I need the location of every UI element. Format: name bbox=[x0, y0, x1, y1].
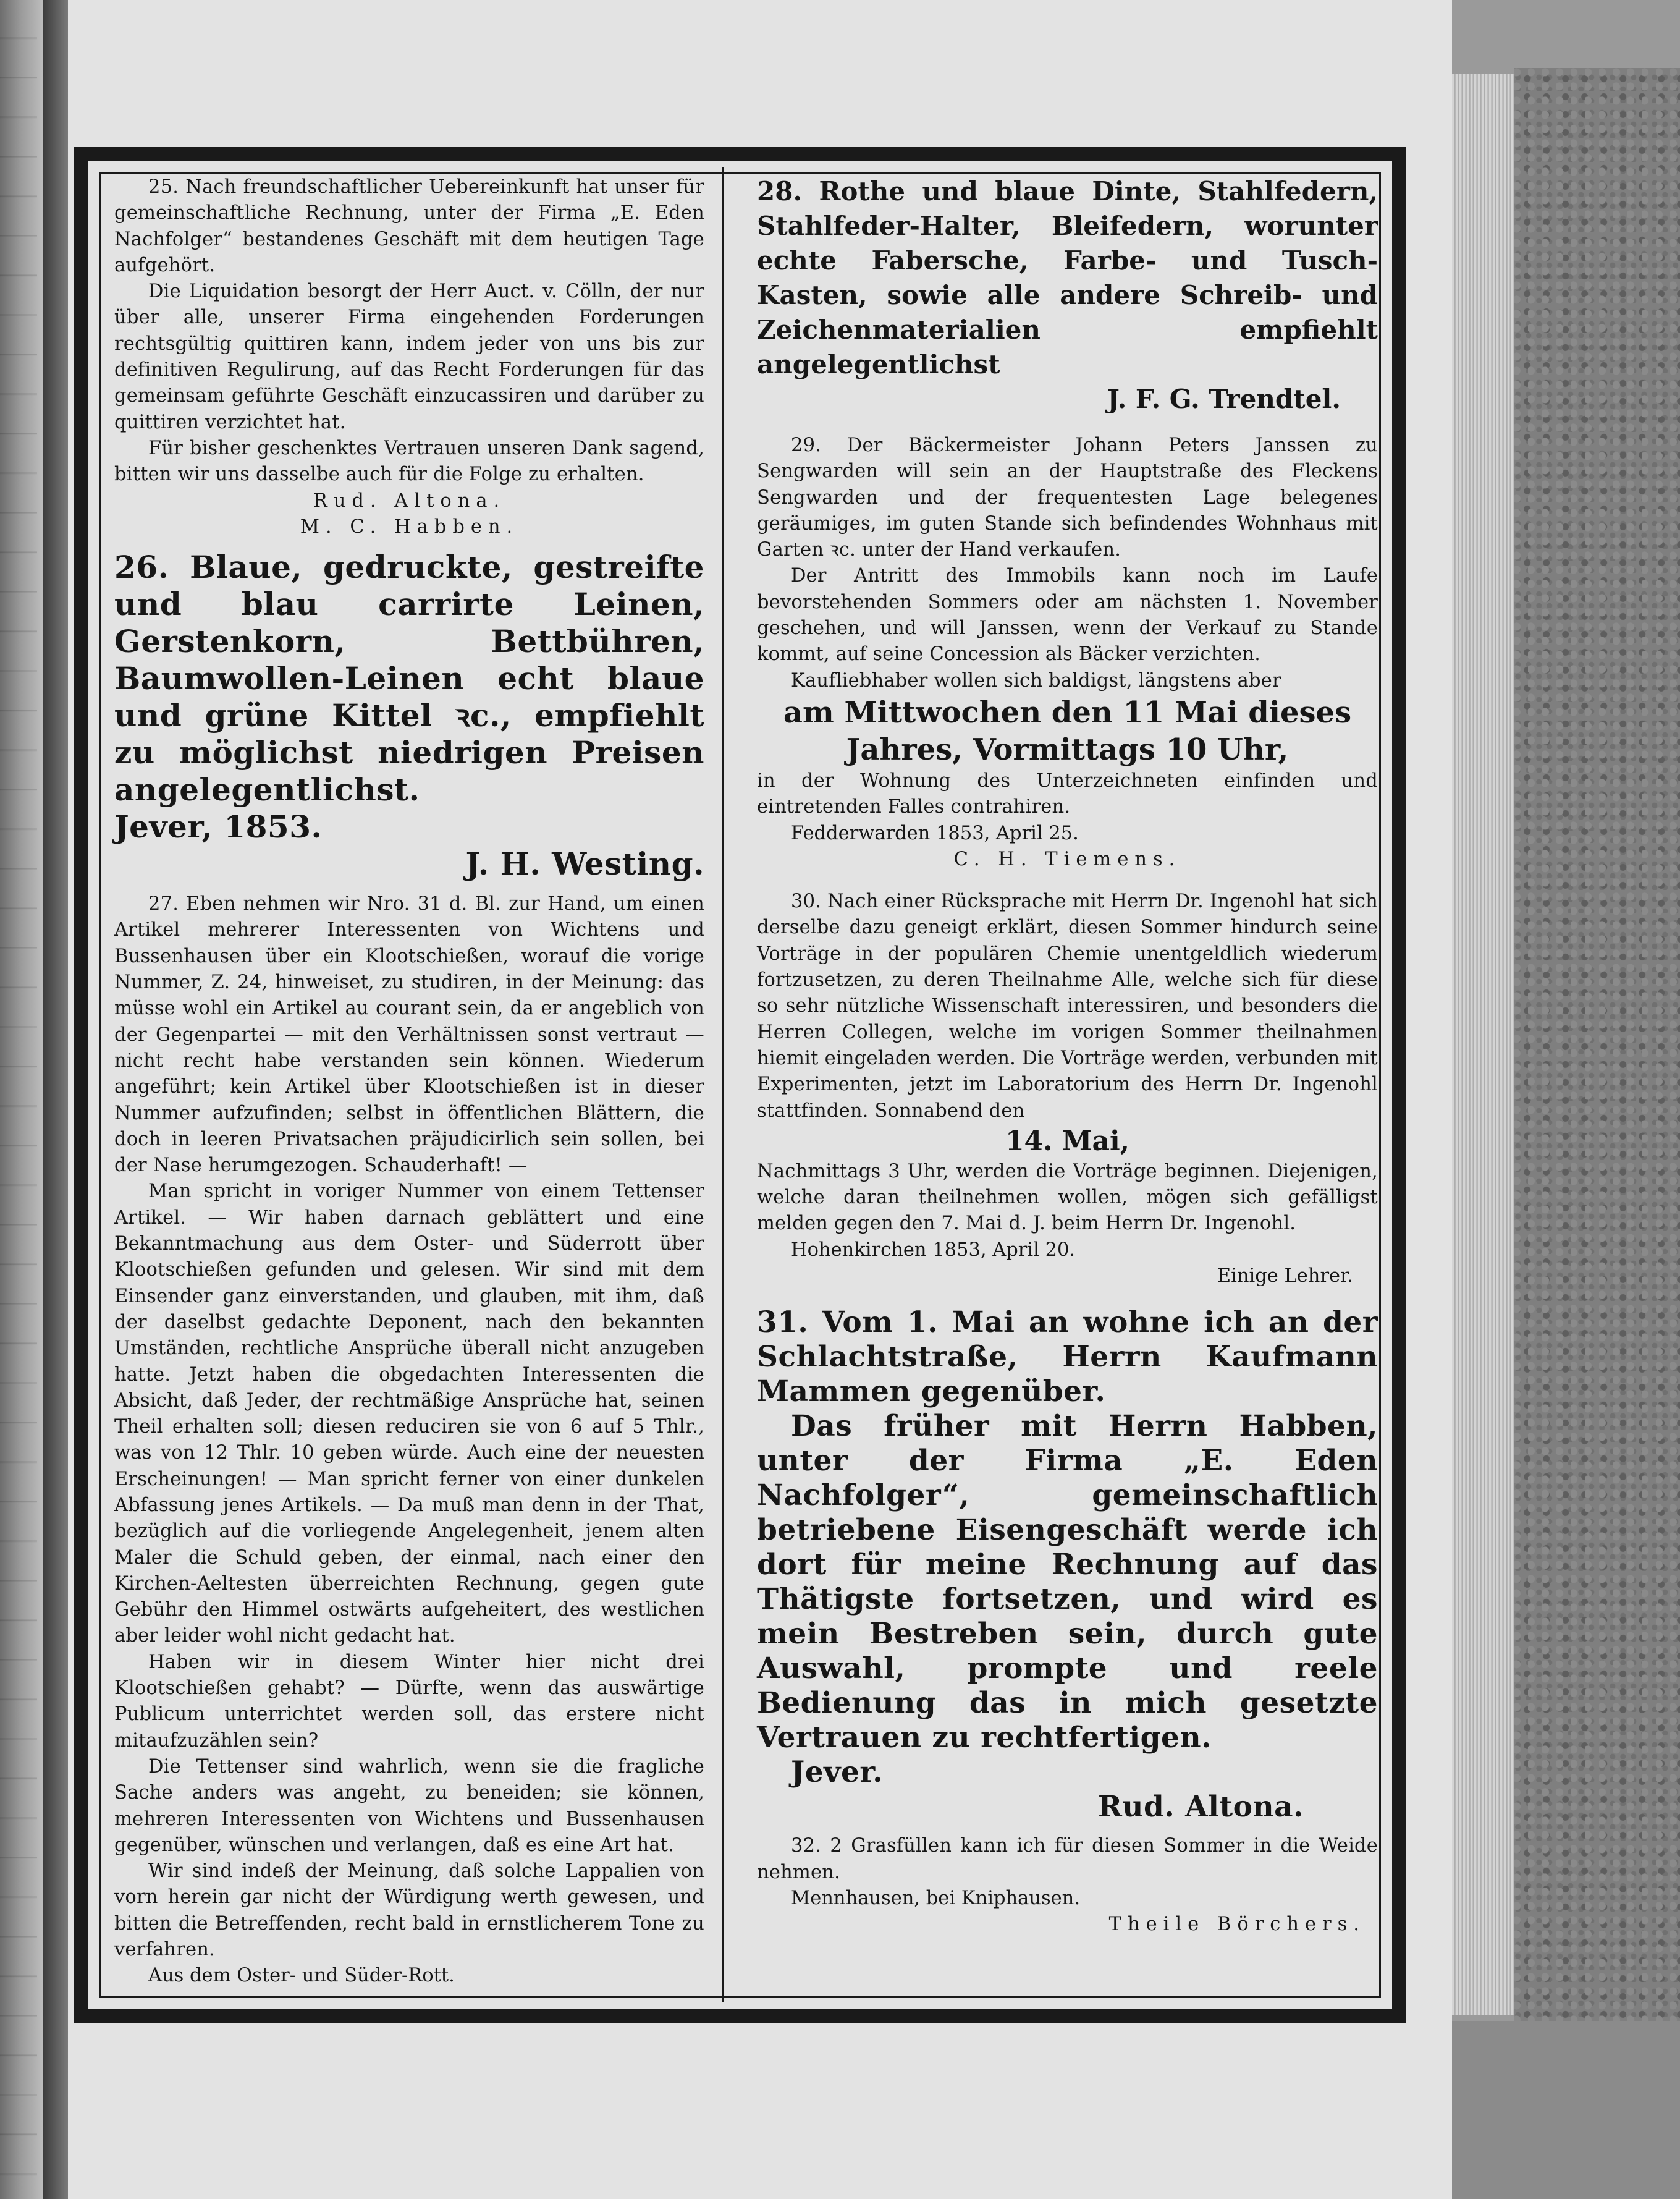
ad-27-signature: Aus dem Oster- und Süder-Rott. bbox=[148, 1965, 455, 1987]
left-column bbox=[114, 174, 704, 1989]
ad-29-paragraph-3: Kaufliebhaber wollen sich baldigst, längstens aber bbox=[791, 669, 1281, 692]
ad-27-paragraph-3: Haben wir in diesem Winter hier nicht drei Klootschießen gehabt? — Dürfte, wenn das auswärtige Publicum unterrichtet werden soll, das erstere nicht mitaufzuzählen sein? bbox=[114, 1651, 704, 1752]
ad-29-date-line: am Mittwochen den 11 Mai dieses Jahres, Vormittags 10 Uhr, bbox=[783, 695, 1352, 767]
marbled-cover bbox=[1514, 68, 1680, 2021]
ad-27-paragraph-4: Die Tettenser sind wahrlich, wenn sie die fragliche Sache anders was angeht, zu beneiden; sie können, mehreren Interessenten von Wichtens und Bussenhausen gegenüber, wünschen und verlangen, daß es eine Art hat. bbox=[114, 1755, 704, 1856]
page-stack-edge bbox=[1452, 74, 1514, 2015]
ad-28-signature: J. F. G. Trendtel. bbox=[1107, 384, 1341, 414]
ad-31-signature: Rud. Altona. bbox=[1097, 1790, 1304, 1824]
cover-bottom bbox=[1452, 2021, 1680, 2199]
ad-29-paragraph-2: Der Antritt des Immobils kann noch im Laufe bevorstehenden Sommers oder am nächsten 1. November geschehen, und will Janssen, wenn der Verkauf zu Stande kommt, auf seine Concession als Bäcker verzichten. bbox=[757, 565, 1378, 666]
ad-26-signature: J. H. Westing. bbox=[465, 845, 704, 883]
ad-29-signature: C. H. Tiemens. bbox=[953, 848, 1181, 870]
right-column bbox=[757, 174, 1378, 1938]
ad-30-after: Nachmittags 3 Uhr, werden die Vorträge beginnen. Diejenigen, welche daran theilnehmen wollen, mögen sich gefälligst melden gegen den 7. Mai d. J. beim Herrn Dr. Ingenohl. bbox=[757, 1160, 1378, 1235]
ad-32 bbox=[757, 1833, 1378, 1938]
ad-26-place: Jever, 1853. bbox=[114, 808, 323, 845]
ad-29-place: Fedderwarden 1853, April 25. bbox=[791, 822, 1079, 844]
ad-31-place: Jever. bbox=[791, 1755, 884, 1790]
ad-25-signature-2: M. C. Habben. bbox=[300, 515, 519, 538]
ad-26-text: 26. Blaue, gedruckte, gestreifte und blau carrirte Leinen, Gerstenkorn, Bettbühren, Baumwollen-Leinen echt blaue und grüne Kittel ꝛc., empfiehlt zu möglichst niedrigen Preisen angelegentlichst. bbox=[114, 549, 704, 808]
ad-28-text: 28. Rothe und blaue Dinte, Stahlfedern, Stahlfeder-Halter, Bleifedern, worunter echte Fabersche, Farbe- und Tusch-Kasten, sowie alle andere Schreib- und Zeichenmaterialien empfiehlt angelegentlichst bbox=[757, 176, 1378, 379]
left-page-shadow bbox=[0, 0, 37, 2199]
ad-32-place: Mennhausen, bei Kniphausen. bbox=[791, 1887, 1081, 1909]
ad-27-paragraph-1: 27. Eben nehmen wir Nro. 31 d. Bl. zur Hand, um einen Artikel mehrerer Interessenten von Wichtens und Bussenhausen über ein Klootschießen, worauf die vorige Nummer, Z. 24, hinweiset, zu studiren, in der Meinung: das müsse wohl ein Artikel au courant sein, da er angeblich von der Gegenpartei — mit den Verhältnissen sonst vertraut — nicht recht habe verstanden sein können. Wiederum angeführt; kein Artikel über Klootschießen ist in dieser Nummer aufzufinden; selbst in öffentlichen Blättern, die doch in leeren Privatsachen präjudicirlich sein sollen, bei der Nase herumgezogen. Schauderhaft! — bbox=[114, 893, 704, 1177]
ad-30-date: 14. Mai, bbox=[1005, 1125, 1130, 1157]
column-divider bbox=[722, 167, 724, 2002]
book-gutter bbox=[43, 0, 68, 2199]
ad-31-text-2: Das früher mit Herrn Habben, unter der Firma „E. Eden Nachfolger“, gemeinschaftlich betriebene Eisengeschäft werde ich dort für meine Rechnung auf das Thätigste fortsetzen, und wird es mein Bestreben sein, durch gute Auswahl, prompte und reele Bedienung das in mich gesetzte Vertrauen zu rechtfertigen. bbox=[757, 1409, 1378, 1755]
ad-27 bbox=[114, 891, 704, 1989]
ad-30 bbox=[757, 889, 1378, 1289]
ad-25-paragraph-2: Die Liquidation besorgt der Herr Auct. v. Cölln, der nur über alle, unserer Firma eingehenden Forderungen rechtsgültig quittiren kann, indem jeder von uns bis zur definitiven Regulirung, auf das Recht Forderungen für das gemeinsam geführte Geschäft einzucassiren und darüber zu quittiren verzichtet hat. bbox=[114, 281, 704, 433]
ad-29-after: in der Wohnung des Unterzeichneten einfinden und eintretenden Falles contrahiren. bbox=[757, 769, 1378, 818]
ad-30-signature: Einige Lehrer. bbox=[1217, 1265, 1353, 1287]
ad-26 bbox=[114, 549, 704, 883]
ad-29 bbox=[757, 433, 1378, 873]
ad-25 bbox=[114, 174, 704, 540]
ad-29-paragraph-1: 29. Der Bäckermeister Johann Peters Janssen zu Sengwarden will sein an der Hauptstraße des Fleckens Sengwarden und der frequentesten Lage belegenes geräumiges, im guten Stande sich befindendes Wohnhaus mit Garten ꝛc. unter der Hand verkaufen. bbox=[757, 434, 1378, 561]
ad-25-signature-1: Rud. Altona. bbox=[313, 489, 506, 512]
ad-27-paragraph-5: Wir sind indeß der Meinung, daß solche Lappalien von vorn herein gar nicht der Würdigung werth gewesen, und bitten die Betreffenden, recht bald in ernstlicherem Tone zu verfahren. bbox=[114, 1860, 704, 1961]
ad-31 bbox=[757, 1305, 1378, 1824]
ad-28 bbox=[757, 174, 1378, 417]
ad-31-text-1: 31. Vom 1. Mai an wohne ich an der Schlachtstraße, Herrn Kaufmann Mammen gegenüber. bbox=[757, 1305, 1378, 1409]
ad-25-paragraph-3: Für bisher geschenktes Vertrauen unseren Dank sagend, bitten wir uns dasselbe auch für die Folge zu erhalten. bbox=[114, 437, 704, 486]
ad-32-text: 32. 2 Grasfüllen kann ich für diesen Sommer in die Weide nehmen. bbox=[757, 1835, 1378, 1883]
ad-27-paragraph-2: Man spricht in voriger Nummer von einem Tettenser Artikel. — Wir haben darnach geblättert und eine Bekanntmachung aus dem Oster- und Süderrott über Klootschießen gefunden und gelesen. Wir sind mit dem Einsender ganz einverstanden, und glauben, mit ihm, daß der daselbst gedachte Deponent, nach den bekannten Umständen, rechtliche Ansprüche überall nicht anzugeben hatte. Jetzt haben die obgedachten Interessenten die Absicht, daß Jeder, der rechtmäßige Ansprüche hat, seinen Theil erhalten soll; diesen reduciren sie von 6 auf 5 Thlr., was von 12 Thlr. 10 geben würde. Auch eine der neuesten Erscheinungen! — Man spricht ferner von einer dunkelen Abfassung jenes Artikels. — Da muß man denn in der That, bezüglich auf die vorliegende Angelegenheit, jenem alten Maler die Schuld geben, der einmal, nach einer den Kirchen-Aeltesten überreichten Rechnung, gegen gute Gebühr den Himmel ostwärts aufgeheitert, des westlichen aber leider wohl nicht gedacht hat. bbox=[114, 1180, 704, 1647]
ad-30-place: Hohenkirchen 1853, April 20. bbox=[791, 1239, 1076, 1261]
ad-32-signature: Theile Börchers. bbox=[1108, 1913, 1366, 1936]
ad-25-paragraph-1: 25. Nach freundschaftlicher Uebereinkunft hat unser für gemeinschaftliche Rechnung, unter der Firma „E. Eden Nachfolger“ bestandenes Geschäft mit dem heutigen Tage aufgehört. bbox=[114, 176, 704, 276]
ad-30-paragraph: 30. Nach einer Rücksprache mit Herrn Dr. Ingenohl hat sich derselbe dazu geneigt erklärt, diesen Sommer hindurch seine Vorträge in der populären Chemie unentgeldlich wiederum fortzusetzen, zu deren Theilnahme Alle, welche sich für diese so sehr nützliche Wissenschaft interessiren, und besonders die Herren Collegen, welche im vorigen Sommer theilnahmen hiemit eingeladen werden. Die Vorträge werden, verbunden mit Experimenten, jetzt im Laboratorium des Herrn Dr. Ingenohl stattfinden. Sonnabend den bbox=[757, 891, 1378, 1122]
